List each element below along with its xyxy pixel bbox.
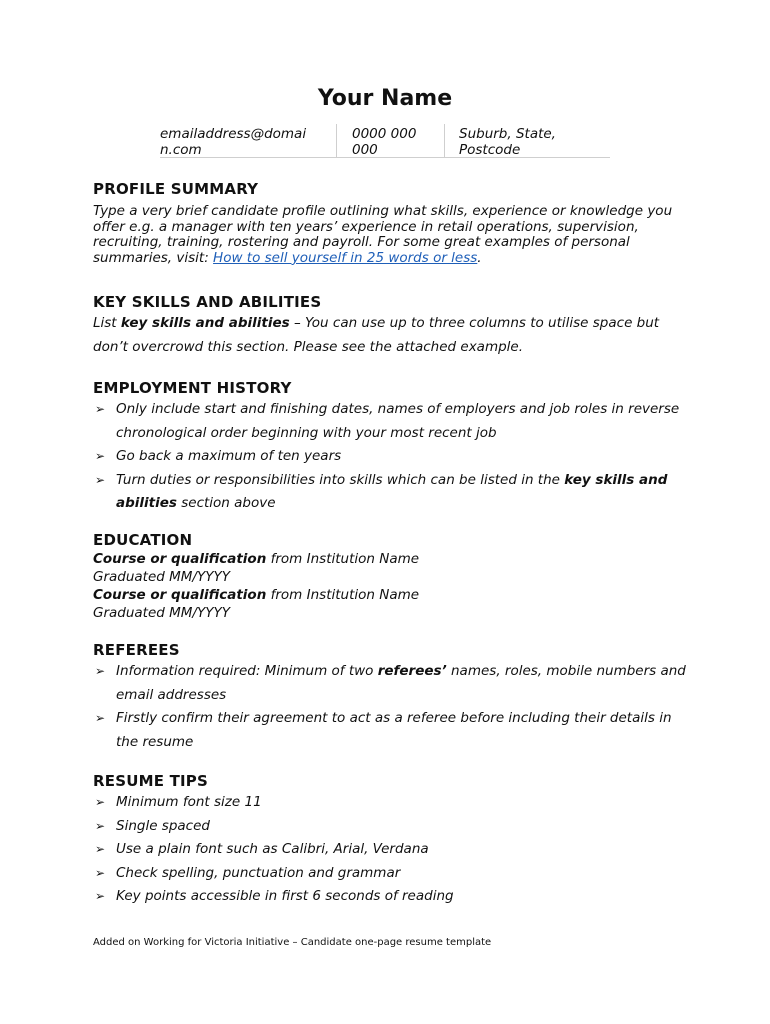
phone-line-2: 000 xyxy=(352,142,378,158)
tip-text: Use a plain font such as Calibri, Arial, Verdana xyxy=(116,841,429,857)
contact-address xyxy=(444,124,610,157)
section-heading: PROFILE SUMMARY xyxy=(93,180,259,198)
institution-name: from Institution Name xyxy=(266,551,420,567)
list-item xyxy=(93,838,693,862)
list-item xyxy=(93,398,693,445)
arrow-bullet-icon: ➢ xyxy=(95,711,106,725)
institution-name: from Institution Name xyxy=(266,587,420,603)
arrow-bullet-icon: ➢ xyxy=(95,472,106,487)
section-heading: REFEREES xyxy=(93,641,180,659)
section-heading: RESUME TIPS xyxy=(93,772,208,790)
list-item xyxy=(93,660,693,707)
graduation-date: Graduated MM/YYYY xyxy=(93,605,230,621)
employment-list xyxy=(93,398,693,516)
section-heading: EDUCATION xyxy=(93,531,193,549)
resume-tips-section xyxy=(93,771,693,909)
page-footer: Added on Working for Victoria Initiative – Candidate one-page resume template xyxy=(93,937,492,948)
education-entry-1 xyxy=(93,550,693,568)
education-section xyxy=(93,530,693,622)
tips-list xyxy=(93,791,693,909)
list-item xyxy=(93,885,693,909)
employment-item-3-pre: Turn duties or responsibilities into skills which can be listed in the xyxy=(116,471,565,488)
section-heading: KEY SKILLS AND ABILITIES xyxy=(93,293,322,311)
employment-item-3-post: section above xyxy=(176,495,276,511)
tip-text: Single spaced xyxy=(116,817,210,834)
skills-bold: key skills and abilities xyxy=(120,315,290,331)
arrow-bullet-icon: ➢ xyxy=(95,818,106,833)
profile-summary-section xyxy=(93,179,693,266)
employment-history-section xyxy=(93,378,693,516)
list-item xyxy=(93,815,693,839)
profile-summary-text xyxy=(93,204,693,266)
email-line-1: emailaddress@domai xyxy=(160,126,307,142)
referee-item-2: Firstly confirm their agreement to act as a referee before including their details in the resume xyxy=(116,710,672,750)
arrow-bullet-icon: ➢ xyxy=(95,664,106,678)
section-heading: EMPLOYMENT HISTORY xyxy=(93,379,292,397)
arrow-bullet-icon: ➢ xyxy=(95,449,106,463)
arrow-bullet-icon: ➢ xyxy=(95,889,106,903)
employment-item-1: Only include start and finishing dates, names of employers and job roles in reverse chronological order beginning with your most recent job xyxy=(116,401,680,441)
employment-item-2: Go back a maximum of ten years xyxy=(116,448,342,464)
tip-text: Check spelling, punctuation and grammar xyxy=(116,864,401,881)
list-item xyxy=(93,707,693,754)
education-entry-2 xyxy=(93,586,693,604)
referee-item-1-pre: Information required: Minimum of two xyxy=(116,663,378,679)
referee-item-1-post: names, roles, mobile numbers and email addresses xyxy=(116,663,686,703)
arrow-bullet-icon: ➢ xyxy=(95,842,106,856)
address-line-2: Postcode xyxy=(459,142,521,158)
employment-item-3-bold: key skills and abilities xyxy=(116,471,668,511)
profile-link[interactable]: How to sell yourself in 25 words or less xyxy=(213,249,478,266)
tip-text: Minimum font size 11 xyxy=(116,794,262,810)
candidate-name: Your Name xyxy=(317,86,453,111)
course-name: Course or qualification xyxy=(93,551,267,567)
referees-list xyxy=(93,660,693,754)
key-skills-text xyxy=(93,312,693,359)
contact-email xyxy=(160,124,336,158)
arrow-bullet-icon: ➢ xyxy=(95,865,106,880)
phone-line-1: 0000 000 xyxy=(352,126,417,142)
skills-pre: List xyxy=(93,315,121,331)
graduation-date: Graduated MM/YYYY xyxy=(93,569,230,585)
list-item xyxy=(93,862,693,886)
list-item xyxy=(93,791,693,815)
arrow-bullet-icon: ➢ xyxy=(95,795,106,809)
contact-details-row xyxy=(160,124,610,158)
email-line-2: n.com xyxy=(160,142,202,158)
tip-text: Key points accessible in first 6 seconds of reading xyxy=(116,888,454,904)
address-line-1: Suburb, State, xyxy=(459,126,556,142)
contact-phone xyxy=(336,124,444,157)
skills-post: – You can use up to three columns to utilise space but don’t overcrowd this section. Please see the attached example. xyxy=(93,315,660,355)
arrow-bullet-icon: ➢ xyxy=(95,402,106,416)
profile-text: Type a very brief candidate profile outlining what skills, experience or knowledge you offer e.g. a manager with ten years’ experience in retail operations, supervision, recruiting, training, rostering and payroll. For some great examples of personal summaries, visit: xyxy=(93,203,673,266)
referees-section xyxy=(93,640,693,754)
list-item xyxy=(93,445,693,469)
referee-item-1-bold: referees’ xyxy=(377,663,447,679)
key-skills-section xyxy=(93,292,693,359)
profile-text-end: . xyxy=(477,249,482,266)
course-name: Course or qualification xyxy=(93,587,267,603)
list-item xyxy=(93,469,693,516)
